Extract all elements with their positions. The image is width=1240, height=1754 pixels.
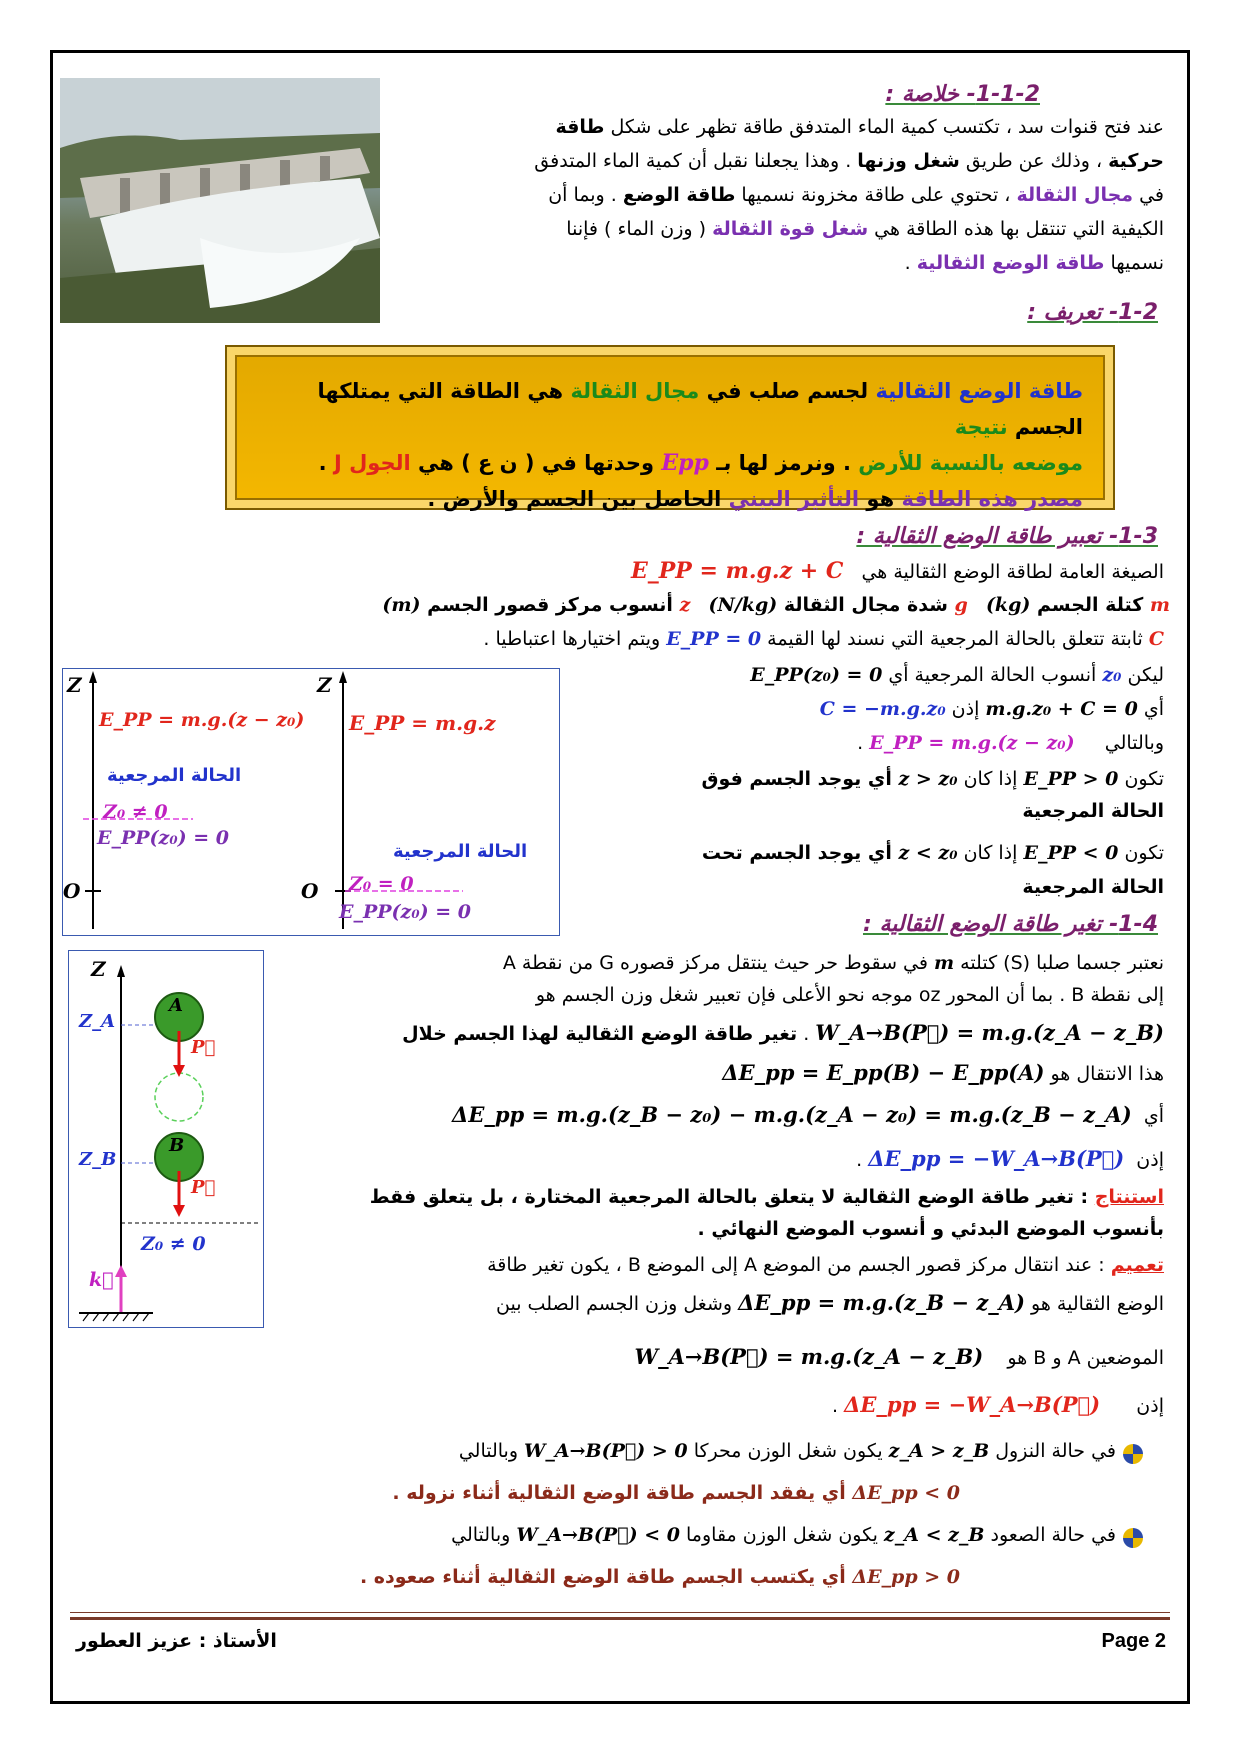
- generalization-line-4: إذن ΔE_pp = −W_A→B(P⃗) .: [832, 1392, 1164, 1417]
- z-axis-label-left: Z: [67, 673, 82, 697]
- change-line-5: أي ΔE_pp = m.g.(z_B − z₀) − m.g.(z_A − z₀) = m.g.(z_B − z_A): [452, 1102, 1164, 1127]
- formula-left: E_PP = m.g.(z − z₀): [99, 709, 305, 731]
- change-line-2: إلى نقطة B . بما أن المحور oz موجه نحو الأعلى فإن تعبير شغل وزن الجسم هو: [535, 984, 1164, 1006]
- expr-line-6: وبالتالي E_PP = m.g.(z − z₀) .: [857, 732, 1164, 754]
- point-b-label: B: [169, 1135, 185, 1156]
- summary-line-5: نسميها طاقة الوضع الثقالية .: [904, 252, 1164, 274]
- conclusion-line-1: استنتاج : تغير طاقة الوضع الثقالية لا يتعلق بالحالة المرجعية المختارة ، بل يتعلق فقط: [369, 1186, 1164, 1208]
- weight-vector-label: P⃗: [191, 1037, 216, 1058]
- z-axis-label: Z: [91, 957, 106, 981]
- z0-label-left: Z₀ ≠ 0: [103, 801, 168, 823]
- free-fall-diagram: [68, 950, 264, 1328]
- reference-state-label-left: الحالة المرجعية: [107, 765, 242, 786]
- ascent-line-2: ΔE_pp > 0 أي يكتسب الجسم طاقة الوضع الثقالية أثناء صعوده .: [359, 1566, 960, 1588]
- za-label: Z_A: [79, 1011, 116, 1032]
- expr-line-1: الصيغة العامة لطاقة الوضع الثقالية هي E_PP = m.g.z + C: [630, 558, 1164, 584]
- reference-state-label-right: الحالة المرجعية: [393, 841, 528, 862]
- weight-vector-label: P⃗: [191, 1177, 216, 1198]
- descent-line-2: ΔE_pp < 0 أي يفقد الجسم طاقة الوضع الثقالية أثناء نزوله .: [392, 1482, 960, 1504]
- point-a-label: A: [169, 995, 183, 1016]
- epp-zero-label-right: E_PP(z₀) = 0: [339, 901, 472, 923]
- page-number: Page 2: [1101, 1630, 1166, 1652]
- summary-line-3: في مجال الثقالة ، تحتوي على طاقة مخزونة نسميها طاقة الوضع . وبما أن: [548, 184, 1164, 206]
- origin-label-right: O: [301, 879, 319, 903]
- summary-line-2: حركية ، وذلك عن طريق شغل وزنها . وهذا يجعلنا نقبل أن كمية الماء المتدفق: [534, 150, 1164, 172]
- footer-rule: [70, 1612, 1170, 1613]
- expr-line-5: أي m.g.z₀ + C = 0 إذن C = −m.g.z₀: [819, 698, 1164, 720]
- expr-line-3: C ثابتة تتعلق بالحالة المرجعية التي نسند لها القيمة E_PP = 0 ويتم اختيارها اعتباطيا .: [483, 628, 1164, 650]
- footer-rule: [70, 1617, 1170, 1620]
- change-line-6: إذن ΔE_pp = −W_A→B(P⃗) .: [856, 1146, 1164, 1171]
- origin-label-left: O: [63, 879, 81, 903]
- epp-zero-label-left: E_PP(z₀) = 0: [97, 827, 230, 849]
- generalization-line-1: تعميم : عند انتقال مركز قصور الجسم من الموضع A إلى الموضع B ، يكون تغير طاقة: [487, 1254, 1164, 1276]
- formula-right: E_PP = m.g.z: [349, 711, 496, 735]
- bullet-icon: [1123, 1444, 1143, 1464]
- bullet-icon: [1123, 1528, 1143, 1548]
- reference-state-diagram: [62, 668, 560, 936]
- expr-line-8: الحالة المرجعية: [1022, 800, 1164, 822]
- zb-label: Z_B: [79, 1149, 117, 1170]
- generalization-line-2: الوضع الثقالية هو ΔE_pp = m.g.(z_B − z_A) وشغل وزن الجسم الصلب بين: [496, 1290, 1164, 1315]
- change-line-1: نعتبر جسما صلبا (S) كتلته m في سقوط حر حيث ينتقل مركز قصوره G من نقطة A: [502, 952, 1164, 974]
- descent-line-1: في حالة النزول z_A > z_B يكون شغل الوزن محركا W_A→B(P⃗) > 0 وبالتالي: [458, 1440, 1116, 1462]
- change-line-4: هذا الانتقال هو ΔE_pp = E_pp(B) − E_pp(A): [722, 1060, 1164, 1085]
- unit-vector-k-label: k⃗: [89, 1269, 114, 1291]
- z0-label: Z₀ ≠ 0: [141, 1233, 206, 1255]
- expr-line-9: تكون E_PP < 0 إذا كان z < z₀ أي يوجد الجسم تحت: [701, 842, 1164, 864]
- z0-label-right: Z₀ = 0: [349, 873, 414, 895]
- section-title-definition: 1-2- تعريف :: [1027, 300, 1158, 325]
- teacher-name: الأستاذ : عزيز العطور: [76, 1630, 277, 1652]
- ascent-line-1: في حالة الصعود z_A < z_B يكون شغل الوزن مقاوما W_A→B(P⃗) < 0 وبالتالي: [451, 1524, 1116, 1546]
- expr-line-2: m كتلة الجسم (kg) g شدة مجال الثقالة (N/kg) z أنسوب مركز قصور الجسم (m): [382, 594, 1170, 616]
- change-line-3: W_A→B(P⃗) = m.g.(z_A − z_B) . تغير طاقة الوضع الثقالية لهذا الجسم خلال: [402, 1020, 1164, 1045]
- generalization-line-3: الموضعين A و B هو W_A→B(P⃗) = m.g.(z_A − z_B): [634, 1344, 1164, 1369]
- summary-line-4: الكيفية التي تنتقل بها هذه الطاقة هي شغل قوة الثقالة ( وزن الماء ) فإننا: [566, 218, 1164, 240]
- definition-text: طاقة الوضع الثقالية لجسم صلب في مجال الثقالة هي الطاقة التي يمتلكها الجسم نتيجة موضعه بالنسبة للأرض . ونرمز لها بـ Epp وحدتها في ( ن ع ) هي الجول J . مصدر هذه الطاقة هو التأثير البيني الحاصل بين الجسم والأرض .: [317, 379, 1083, 511]
- expr-line-4: ليكن z₀ أنسوب الحالة المرجعية أي E_PP(z₀) = 0: [750, 664, 1164, 686]
- section-title-expression: 1-3- تعبير طاقة الوضع الثقالية :: [856, 524, 1158, 549]
- z-axis-label-right: Z: [317, 673, 332, 697]
- dam-photo: [60, 78, 380, 323]
- expr-line-7: تكون E_PP > 0 إذا كان z > z₀ أي يوجد الجسم فوق: [701, 768, 1164, 790]
- conclusion-line-2: بأنسوب الموضع البدئي و أنسوب الموضع النهائي .: [697, 1218, 1164, 1240]
- section-title-summary: 1-1-2- خلاصة :: [885, 82, 1040, 107]
- section-title-change: 1-4- تغير طاقة الوضع الثقالية :: [862, 912, 1158, 937]
- summary-line-1: عند فتح قنوات سد ، تكتسب كمية الماء المتدفق طاقة تظهر على شكل طاقة: [555, 116, 1164, 138]
- definition-box: [225, 345, 1115, 510]
- expr-line-10: الحالة المرجعية: [1022, 876, 1164, 898]
